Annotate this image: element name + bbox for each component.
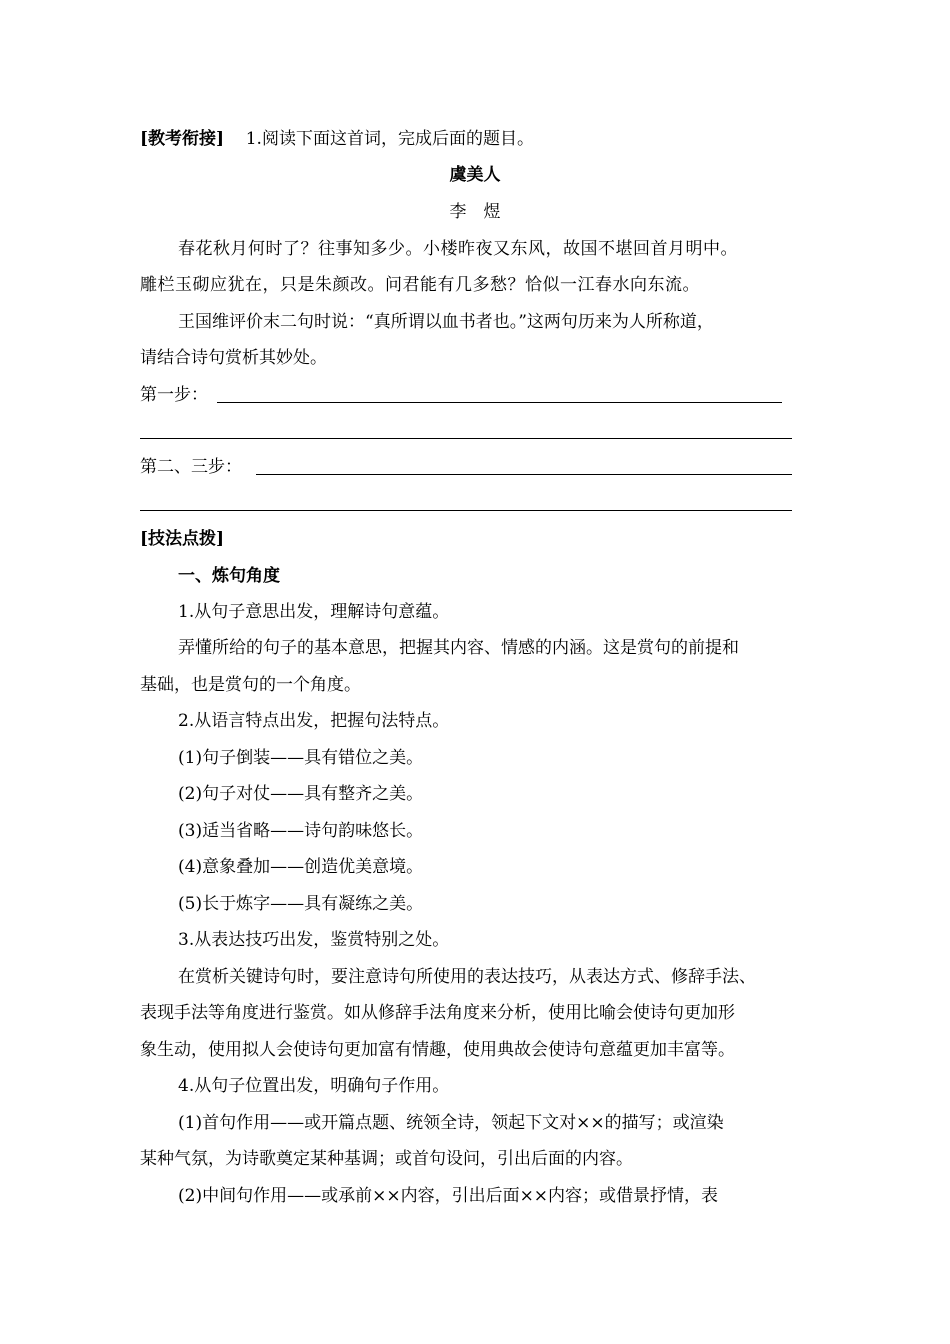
skills-line: (3)适当省略——诗句韵味悠长。 — [178, 821, 424, 841]
question-text: 请结合诗句赏析其妙处。 — [140, 348, 327, 368]
intro-line — [140, 128, 534, 150]
poem-line: 春花秋月何时了？往事知多少。小楼昨夜又东风，故国不堪回首月明中。 — [178, 239, 738, 259]
skills-line: 某种气氛，为诗歌奠定某种基调；或首句设问，引出后面的内容。 — [140, 1149, 633, 1169]
poem-author: 李 煜 — [449, 202, 501, 222]
skills-line: 基础，也是赏句的一个角度。 — [140, 675, 361, 695]
step23-answer-line[interactable] — [256, 474, 792, 475]
skills-line: 在赏析关键诗句时，要注意诗句所使用的表达技巧，从表达方式、修辞手法、 — [178, 967, 756, 987]
skills-line: 4.从句子位置出发，明确句子作用。 — [178, 1076, 450, 1096]
skills-line: 1.从句子意思出发，理解诗句意蕴。 — [178, 602, 450, 622]
skills-line: (1)首句作用——或开篇点题、统领全诗，领起下文对××的描写；或渲染 — [178, 1113, 724, 1133]
step1-label: 第一步： — [140, 385, 208, 405]
poem-title: 虞美人 — [449, 165, 501, 185]
skills-line: 2.从语言特点出发，把握句法特点。 — [178, 711, 450, 731]
question-text: 王国维评价末二句时说：“真所谓以血书者也。”这两句历来为人所称道， — [178, 312, 714, 332]
step23-label: 第二、三步： — [140, 457, 242, 477]
skills-heading: 一、炼句角度 — [178, 566, 280, 586]
step1-answer-line[interactable] — [140, 438, 792, 439]
poem-line: 雕栏玉砌应犹在，只是朱颜改。问君能有几多愁？恰似一江春水向东流。 — [140, 275, 700, 295]
skills-line: 表现手法等角度进行鉴赏。如从修辞手法角度来分析，使用比喻会使诗句更加形 — [140, 1003, 735, 1023]
skills-line: 弄懂所给的句子的基本意思，把握其内容、情感的内涵。这是赏句的前提和 — [178, 638, 739, 658]
skills-line: (2)中间句作用——或承前××内容，引出后面××内容；或借景抒情，表 — [178, 1186, 719, 1206]
step23-answer-line[interactable] — [140, 510, 792, 511]
intro-text: 1.阅读下面这首词，完成后面的题目。 — [245, 129, 534, 149]
skills-line: 象生动，使用拟人会使诗句更加富有情趣，使用典故会使诗句意蕴更加丰富等。 — [140, 1040, 735, 1060]
skills-line: (1)句子倒装——具有错位之美。 — [178, 748, 424, 768]
skills-tag: [技法点拨] — [140, 529, 225, 549]
step1-answer-line[interactable] — [217, 402, 782, 403]
skills-line: 3.从表达技巧出发，鉴赏特别之处。 — [178, 930, 450, 950]
skills-line: (4)意象叠加——创造优美意境。 — [178, 857, 424, 877]
skills-line: (5)长于炼字——具有凝练之美。 — [178, 894, 424, 914]
skills-line: (2)句子对仗——具有整齐之美。 — [178, 784, 424, 804]
intro-tag: [教考衔接] — [140, 129, 225, 149]
